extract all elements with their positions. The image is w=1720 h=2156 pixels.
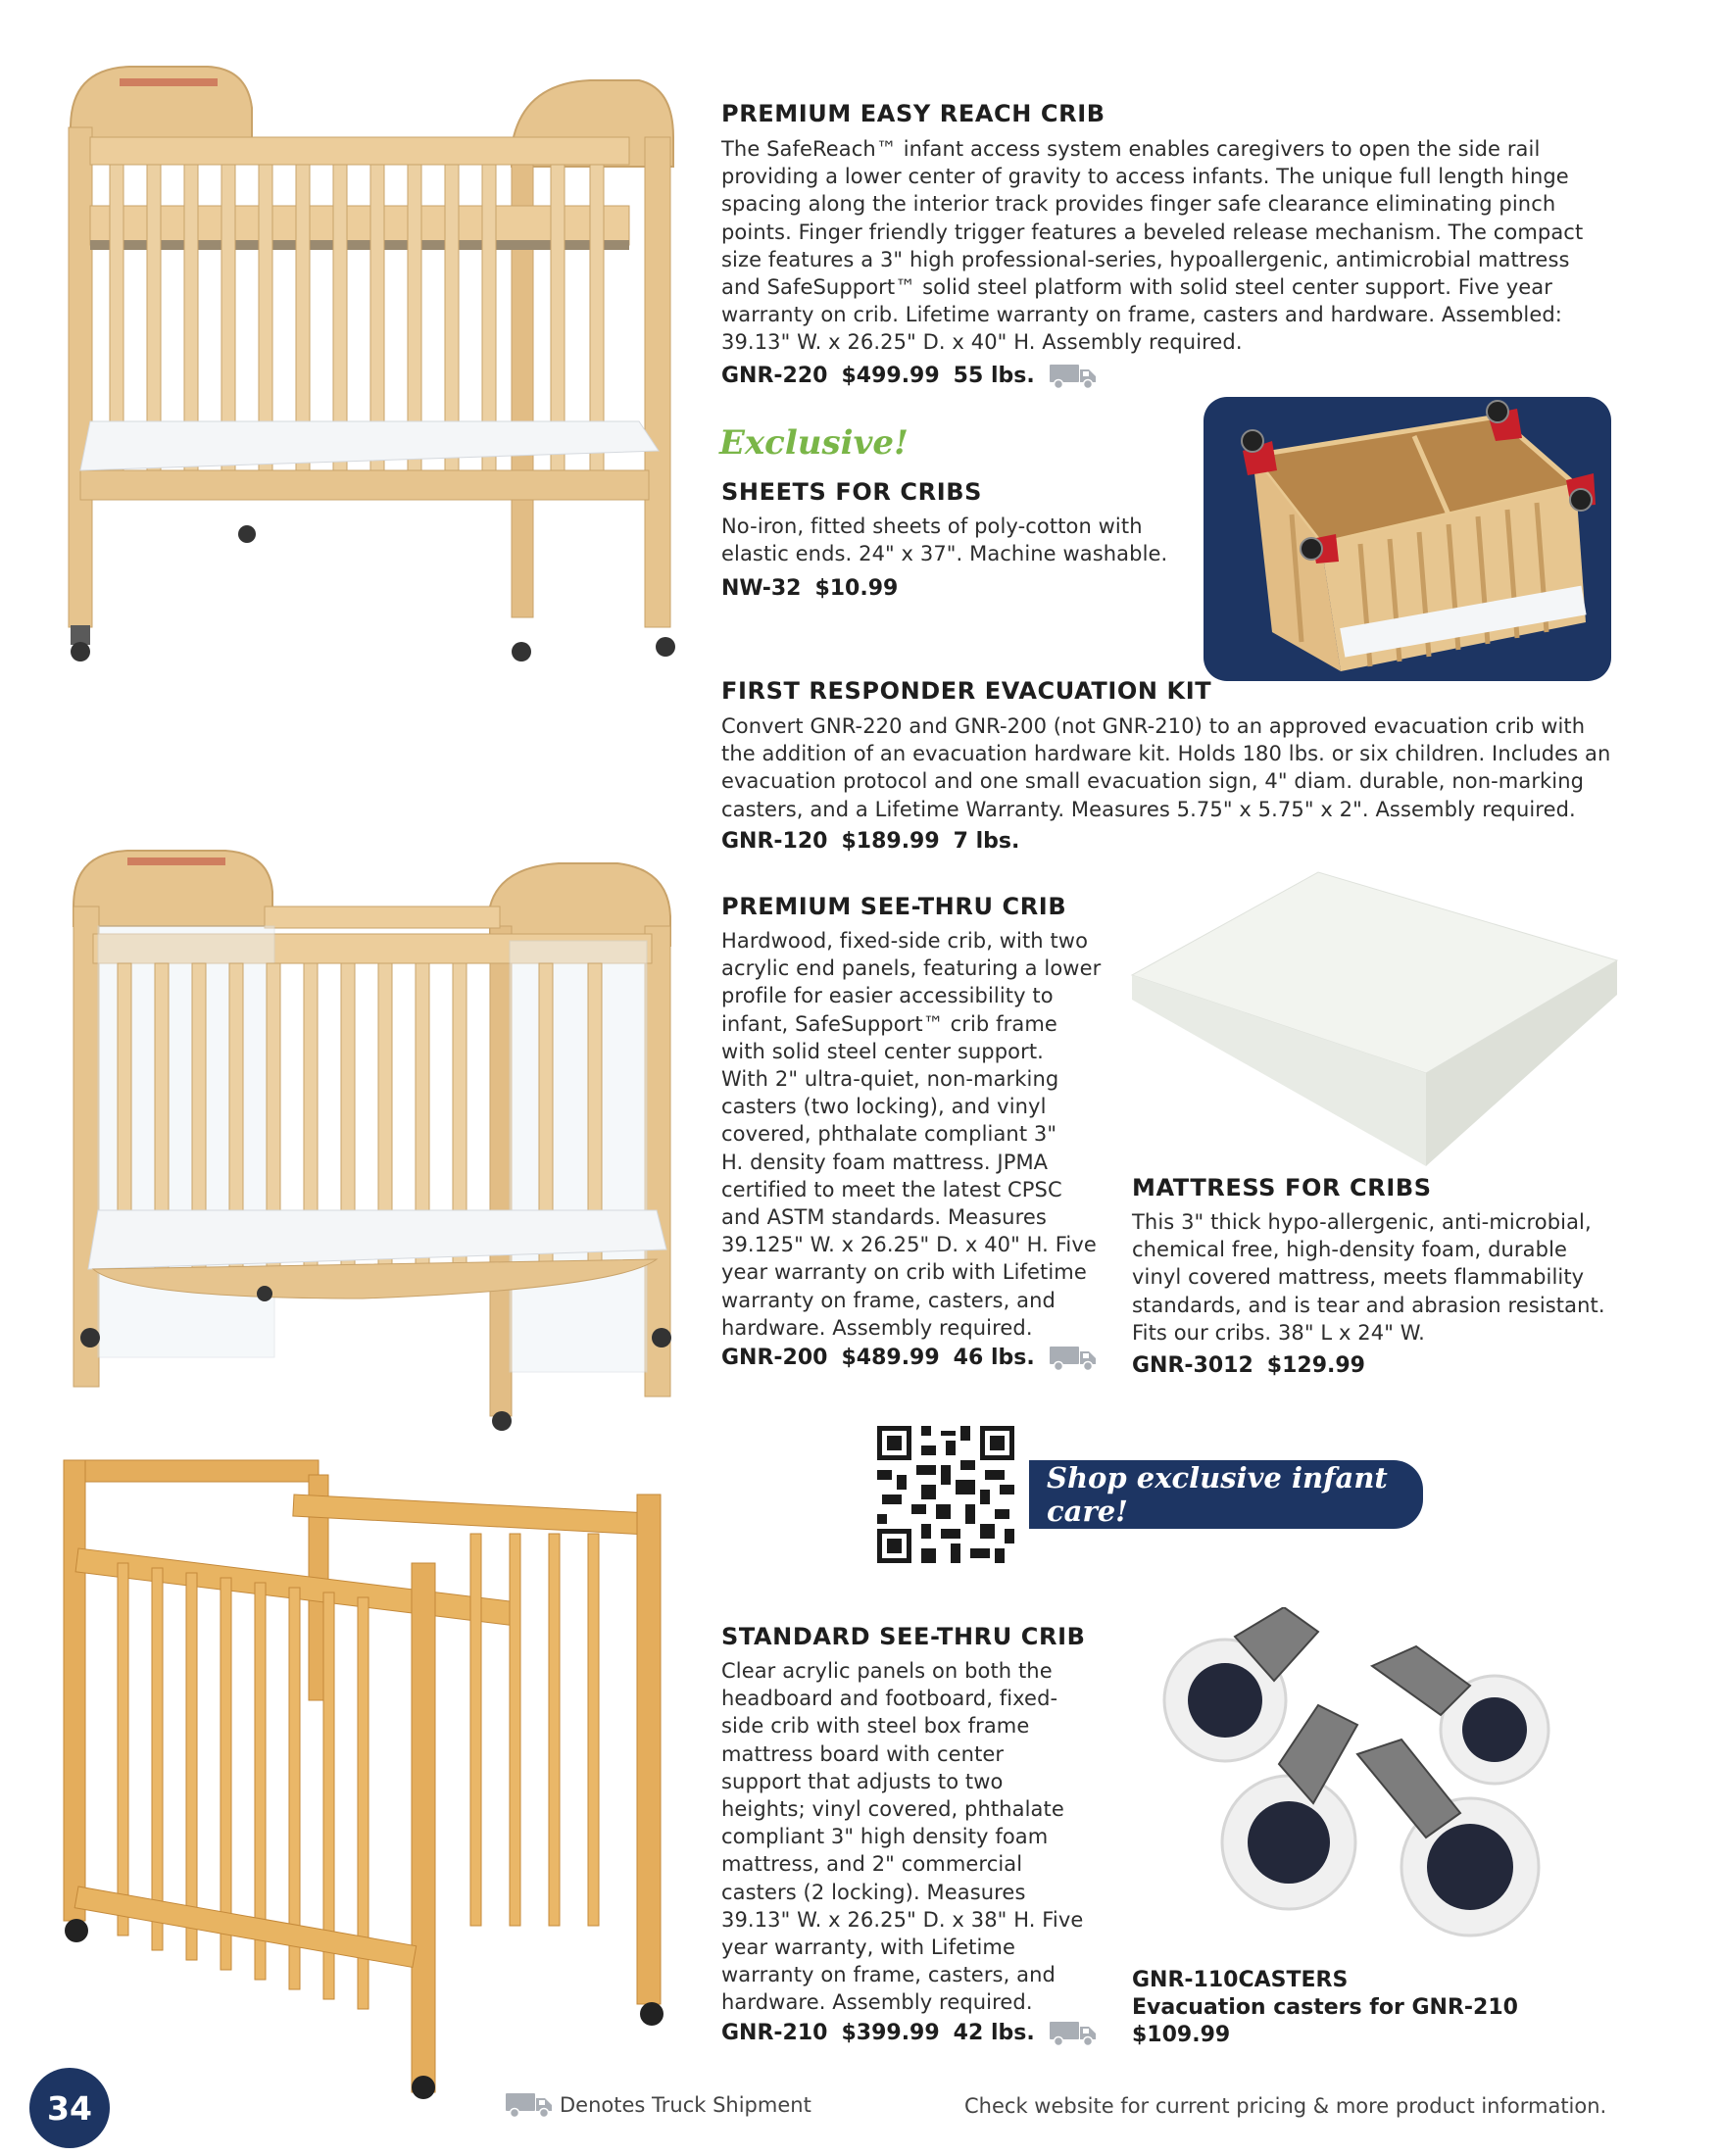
footer-disclaimer: Check website for current pricing & more product information. bbox=[964, 2094, 1607, 2118]
desc-line: certified to meet the latest CPSC bbox=[721, 1177, 1062, 1201]
desc-line: mattress, and 2" commercial bbox=[721, 1852, 1023, 1877]
price: $129.99 bbox=[1266, 1353, 1365, 1378]
desc-line: standards, and is tear and abrasion resistant. bbox=[1132, 1293, 1605, 1317]
desc-line: This 3" thick hypo-allergenic, anti-microbial, bbox=[1132, 1210, 1592, 1234]
price: $499.99 bbox=[841, 364, 940, 388]
desc-line: 39.13" W. x 26.25" D. x 40" H. Assembly required. bbox=[721, 330, 1243, 355]
desc-line: providing a lower center of gravity to access infants. The unique full length hinge bbox=[721, 165, 1569, 189]
sheets-description bbox=[721, 513, 1192, 567]
weight: 7 lbs. bbox=[953, 829, 1020, 854]
desc-line: Hardwood, fixed-side crib, with two bbox=[721, 929, 1089, 953]
desc-line: H. density foam mattress. JPMA bbox=[721, 1150, 1049, 1174]
desc-line: warranty on frame, casters, and bbox=[721, 1288, 1056, 1312]
sheets-price-line bbox=[721, 576, 911, 601]
desc-line: Fits our cribs. 38" L x 24" W. bbox=[1132, 1320, 1425, 1345]
desc-line: profile for easier accessibility to bbox=[721, 984, 1054, 1008]
sheets-title: SHEETS FOR CRIBS bbox=[721, 478, 983, 506]
sku: GNR-120 bbox=[721, 829, 828, 854]
see-thru-price-line bbox=[721, 1345, 1098, 1372]
price: $399.99 bbox=[841, 2021, 940, 2045]
qr-code[interactable] bbox=[877, 1426, 1014, 1563]
evac-kit-title: FIRST RESPONDER EVACUATION KIT bbox=[721, 677, 1212, 705]
desc-line: and SafeSupport™ solid steel platform with solid steel center support. Five year bbox=[721, 275, 1552, 300]
desc-line: warranty on frame, casters, and bbox=[721, 1963, 1056, 1987]
standard-description bbox=[721, 1657, 1113, 2017]
desc-line: year warranty, with Lifetime bbox=[721, 1936, 1015, 1960]
weight: 42 lbs. bbox=[953, 2021, 1035, 2045]
desc-line: heights; vinyl covered, phthalate bbox=[721, 1797, 1064, 1822]
desc-line: With 2" ultra-quiet, non-marking bbox=[721, 1067, 1059, 1092]
desc-line: size features a 3" high professional-series, hypoallergenic, antimicrobial mattress bbox=[721, 247, 1570, 271]
desc-line: evacuation protocol and one small evacuation sign, 4" diam. durable, non-marking bbox=[721, 769, 1585, 794]
desc-line: covered, phthalate compliant 3" bbox=[721, 1122, 1057, 1147]
desc-line: points. Finger friendly trigger features a beveled release mechanism. The compact bbox=[721, 220, 1584, 244]
see-thru-title: PREMIUM SEE-THRU CRIB bbox=[721, 893, 1067, 920]
truck-icon bbox=[1049, 363, 1098, 390]
truck-icon bbox=[1049, 2020, 1098, 2047]
shop-exclusive-button[interactable]: Shop exclusive infant care! bbox=[1029, 1460, 1423, 1529]
desc-line: elastic ends. 24" x 37". Machine washable. bbox=[721, 542, 1168, 566]
desc-line: Clear acrylic panels on both the bbox=[721, 1659, 1053, 1683]
casters-image bbox=[1147, 1607, 1568, 1940]
desc-line: hardware. Assembly required. bbox=[721, 1990, 1033, 2015]
easy-reach-price-line bbox=[721, 363, 1098, 390]
sku: GNR-200 bbox=[721, 1346, 828, 1370]
sku: NW-32 bbox=[721, 576, 802, 601]
desc-line: compliant 3" high density foam bbox=[721, 1825, 1049, 1849]
sku: GNR-210 bbox=[721, 2021, 828, 2045]
standard-crib-image bbox=[59, 1455, 676, 2102]
desc-line: 39.13" W. x 26.25" D. x 38" H. Five bbox=[721, 1907, 1084, 1932]
desc-line: chemical free, high-density foam, durable bbox=[1132, 1238, 1568, 1262]
weight: 55 lbs. bbox=[953, 364, 1035, 388]
desc-line: acrylic end panels, featuring a lower bbox=[721, 956, 1102, 981]
desc-line: Convert GNR-220 and GNR-200 (not GNR-210) to an approved evacuation crib with bbox=[721, 714, 1586, 738]
desc-line: headboard and footboard, fixed- bbox=[721, 1687, 1058, 1711]
standard-price-line bbox=[721, 2020, 1098, 2047]
casters-description: Evacuation casters for GNR-210 bbox=[1132, 1995, 1518, 2020]
desc-line: warranty on crib. Lifetime warranty on frame, casters and hardware. Assembled: bbox=[721, 303, 1562, 327]
desc-line: casters, and a Lifetime Warranty. Measures 5.75" x 5.75" x 2". Assembly required. bbox=[721, 797, 1576, 821]
desc-line: 39.125" W. x 26.25" D. x 40" H. Five bbox=[721, 1233, 1097, 1257]
truck-icon bbox=[1049, 1345, 1098, 1372]
easy-reach-crib-image bbox=[61, 59, 688, 666]
desc-line: casters (2 locking). Measures bbox=[721, 1880, 1026, 1904]
evacuation-kit-image bbox=[1204, 397, 1611, 681]
desc-line: No-iron, fitted sheets of poly-cotton with bbox=[721, 514, 1143, 538]
sku: GNR-3012 bbox=[1132, 1353, 1253, 1378]
desc-line: vinyl covered mattress, meets flammability bbox=[1132, 1265, 1585, 1290]
truck-icon bbox=[505, 2091, 554, 2119]
exclusive-badge: Exclusive! bbox=[719, 423, 909, 463]
mattress-price-line bbox=[1132, 1353, 1379, 1378]
desc-line: side crib with steel box frame bbox=[721, 1714, 1030, 1739]
page-number: 34 bbox=[29, 2068, 110, 2148]
sku: GNR-220 bbox=[721, 364, 828, 388]
desc-line: the addition of an evacuation hardware kit. Holds 180 lbs. or six children. Includes an bbox=[721, 742, 1611, 766]
desc-line: spacing along the interior track provides finger safe clearance eliminating pinch bbox=[721, 192, 1556, 217]
easy-reach-description bbox=[721, 135, 1633, 357]
price: $489.99 bbox=[841, 1346, 940, 1370]
desc-line: year warranty on crib with Lifetime bbox=[721, 1260, 1087, 1285]
desc-line: and ASTM standards. Measures bbox=[721, 1205, 1047, 1230]
price: $189.99 bbox=[841, 829, 940, 854]
see-thru-description bbox=[721, 927, 1113, 1342]
standard-title: STANDARD SEE-THRU CRIB bbox=[721, 1623, 1086, 1650]
desc-line: The SafeReach™ infant access system enables caregivers to open the side rail bbox=[721, 137, 1541, 161]
desc-line: mattress board with center bbox=[721, 1741, 1005, 1766]
casters-sku: GNR-110CASTERS bbox=[1132, 1968, 1349, 1992]
easy-reach-title: PREMIUM EASY REACH CRIB bbox=[721, 100, 1106, 127]
mattress-title: MATTRESS FOR CRIBS bbox=[1132, 1174, 1432, 1201]
mattress-description bbox=[1132, 1208, 1681, 1347]
desc-line: with solid steel center support. bbox=[721, 1039, 1044, 1063]
weight: 46 lbs. bbox=[953, 1346, 1035, 1370]
see-thru-crib-image bbox=[69, 848, 686, 1436]
truck-legend bbox=[505, 2091, 811, 2119]
evac-kit-price-line bbox=[721, 829, 1033, 854]
desc-line: support that adjusts to two bbox=[721, 1769, 1004, 1793]
casters-price: $109.99 bbox=[1132, 2023, 1231, 2047]
price: $10.99 bbox=[814, 576, 899, 601]
desc-line: infant, SafeSupport™ crib frame bbox=[721, 1011, 1057, 1036]
truck-note: Denotes Truck Shipment bbox=[560, 2093, 811, 2117]
desc-line: hardware. Assembly required. bbox=[721, 1315, 1033, 1340]
mattress-image bbox=[1122, 867, 1622, 1181]
desc-line: casters (two locking), and vinyl bbox=[721, 1095, 1047, 1119]
evac-kit-description bbox=[721, 712, 1652, 823]
